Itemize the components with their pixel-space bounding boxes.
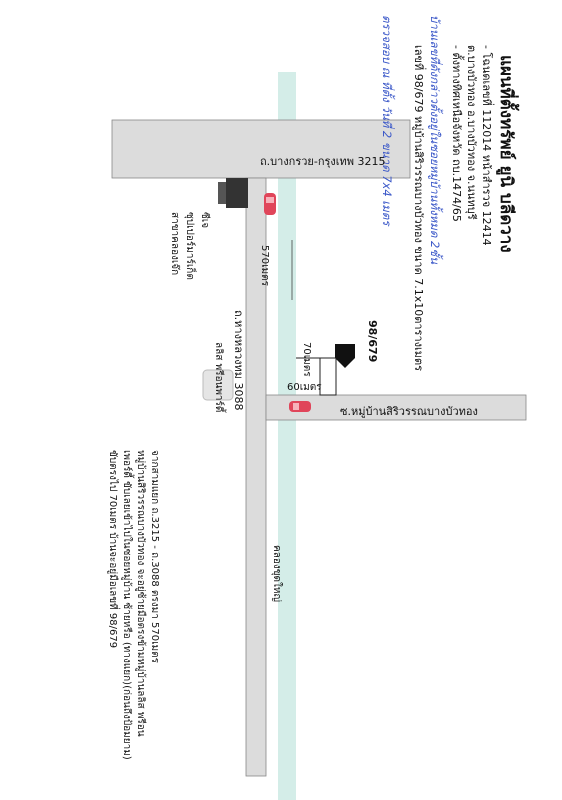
- location-line: - ตั้งทางทิศเหนือจังหวัด ถบ.1474/65: [450, 45, 463, 222]
- canal-band: [278, 72, 296, 800]
- store-label: ซีเจ ซุปเปอร์มาร์เก็ต สาขาคลองเจ๊ก: [169, 212, 210, 280]
- blue-note-1: บ้านเลขที่ดังกล่าวตั้งอยู่ในซอยหมู่บ้านทั้งหมด 2ชั้น: [428, 15, 442, 264]
- distance-570: 570เมตร: [259, 245, 270, 286]
- house-icon: [335, 344, 355, 368]
- car-icon: [289, 401, 311, 412]
- canal-label: คลองขุดใหญ่: [271, 545, 282, 603]
- house-lane: [320, 358, 336, 395]
- distance-70: 70เมตร: [301, 342, 312, 377]
- store-building: [226, 178, 248, 208]
- house-number: 98/679: [366, 320, 379, 363]
- main-road-label: ถ.บางกรวย-กรุงเทพ 3215: [260, 155, 386, 168]
- village-road-label: ซ.หมู่บ้านสิริวรรณบางบัวทอง: [340, 405, 478, 418]
- deed-line: - โฉนดเลขที่ 112014 หน้าสำรวจ 12414: [480, 45, 493, 246]
- directions-line-4: ขับตรงไป 70เมตร บ้านจะอยู่มือเลขที่ 98/679: [107, 450, 118, 649]
- house-line: เลขที่ 98/679 หมู่บ้านสิริวรรณบางบัวทอง ขนาด 7.1x10ตารางเมตร: [412, 45, 425, 372]
- distance-60: 60เมตร: [287, 382, 322, 393]
- mall-label: ลลิส พรีอนพาร์ดี้: [213, 342, 224, 413]
- directions-line-2: หมู่บ้านสิริวรรณบางบัวทอง จะอยู่ซ้ายมือตรงข้ามหมู่บ้านลลิส พรีอน: [135, 450, 146, 737]
- directions-line-1: จากสามแยก ถ.3215 - ถ.3088 ตรงมา 570เมตร: [149, 450, 160, 663]
- page-title: แผนที่ตั้งทรัพย์ ยูนิ บลีดวาง: [496, 55, 516, 253]
- directions-line-3: เพอร์ดี้ ขับเลยเข้าไปในซอยหมู่บ้าน ซ้ายหรือ (ทางแยก)(ก่อนถึงป้อมยาม): [121, 450, 132, 760]
- car-icon: [264, 193, 276, 215]
- soi-road-label: ถ.หางหลวงทม 3088: [232, 310, 245, 411]
- blue-note-2: ตรวจสอบ ณ ที่ตั้ง วันที่ 2 ขนาด 7x4 เมตร: [380, 15, 394, 226]
- address-line: ต.บางบัวทอง อ.บางบัวทอง จ.นนทบุรี: [465, 45, 478, 220]
